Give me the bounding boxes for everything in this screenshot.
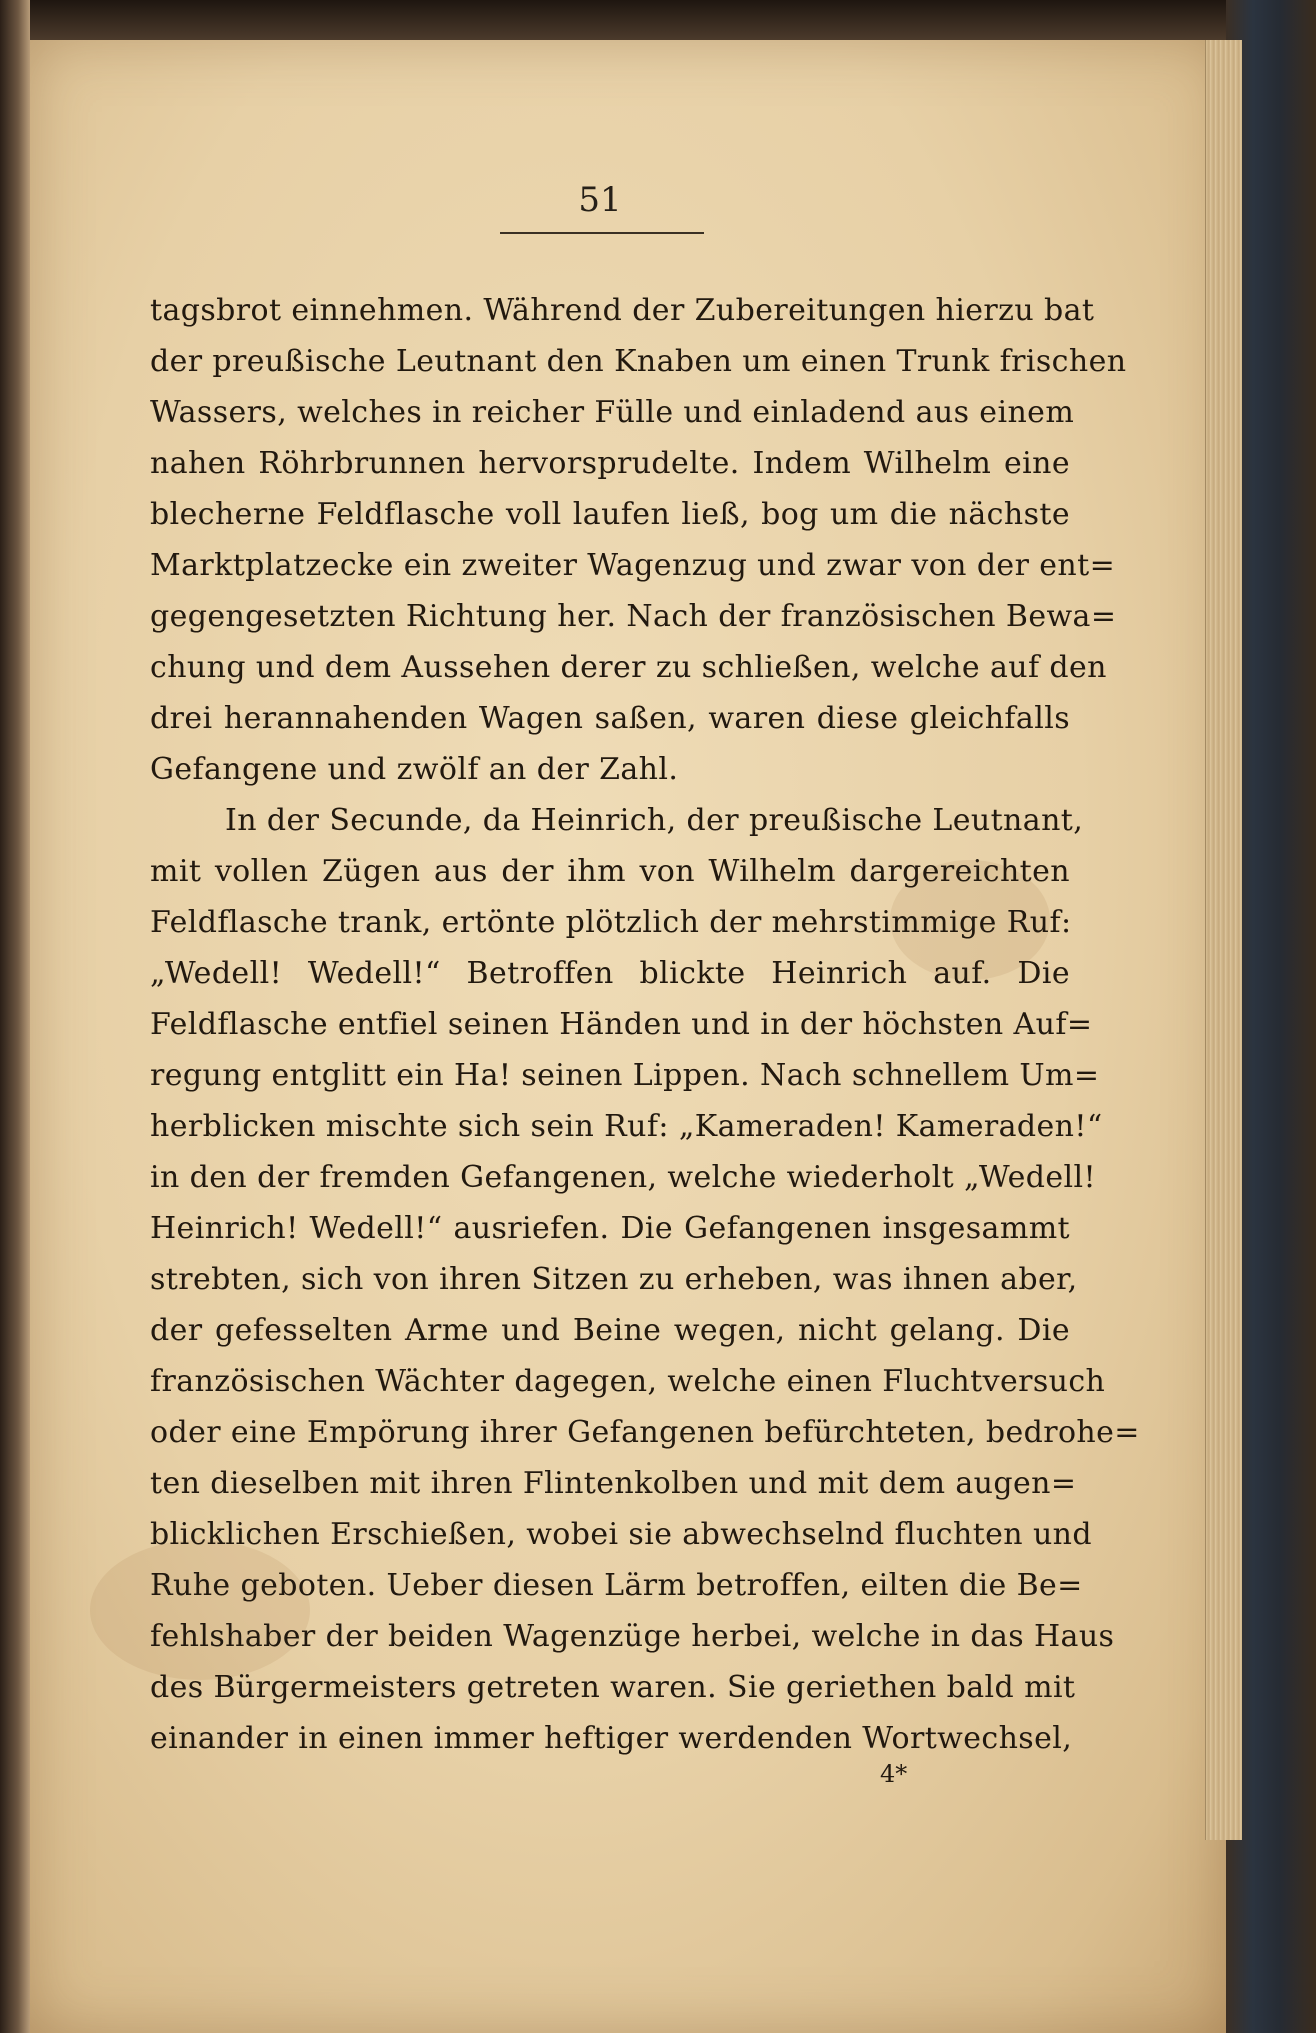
- page-edges: [1205, 40, 1242, 1840]
- book-binding-top: [0, 0, 1316, 40]
- text-line: drei herannahenden Wagen saßen, waren diese gleichfalls: [150, 701, 1070, 736]
- text-line: herblicken mischte sich sein Ruf: „Kameraden! Kameraden!“: [150, 1109, 1103, 1144]
- page-number: 51: [578, 180, 622, 220]
- book-gutter: [0, 0, 30, 2033]
- text-line: nahen Röhrbrunnen hervorsprudelte. Indem Wilhelm eine: [150, 446, 1070, 481]
- body-text: [150, 285, 1140, 1764]
- text-line: der preußische Leutnant den Knaben um einen Trunk frischen: [150, 344, 1127, 379]
- text-line: Wassers, welches in reicher Fülle und einladend aus einem: [150, 395, 1075, 430]
- text-line: strebten, sich von ihren Sitzen zu erheben, was ihnen aber,: [150, 1262, 1078, 1297]
- text-line: tagsbrot einnehmen. Während der Zubereitungen hierzu bat: [150, 293, 1095, 328]
- text-line: in den der fremden Gefangenen, welche wiederholt „Wedell!: [150, 1160, 1096, 1195]
- text-line: regung entglitt ein Ha! seinen Lippen. Nach schnellem Um=: [150, 1058, 1100, 1093]
- text-line: „Wedell! Wedell!“ Betroffen blickte Heinrich auf. Die: [150, 956, 1070, 991]
- text-line: Feldflasche entfiel seinen Händen und in der höchsten Auf=: [150, 1007, 1093, 1042]
- paragraph-end-line: Gefangene und zwölf an der Zahl.: [150, 752, 679, 787]
- text-line: gegengesetzten Richtung her. Nach der französischen Bewa=: [150, 599, 1117, 634]
- text-line: Heinrich! Wedell!“ ausriefen. Die Gefangenen insgesammt: [150, 1211, 1070, 1246]
- text-line: Marktplatzecke ein zweiter Wagenzug und zwar von der ent=: [150, 548, 1116, 583]
- signature-mark: 4*: [880, 1760, 908, 1788]
- text-line: mit vollen Zügen aus der ihm von Wilhelm dargereichten: [150, 854, 1070, 889]
- text-line: chung und dem Aussehen derer zu schließen, welche auf den: [150, 650, 1107, 685]
- text-line: oder eine Empörung ihrer Gefangenen befürchteten, bedrohe=: [150, 1415, 1140, 1450]
- header-rule: [500, 232, 704, 234]
- text-line: Feldflasche trank, ertönte plötzlich der mehrstimmige Ruf:: [150, 905, 1072, 940]
- text-line: fehlshaber der beiden Wagenzüge herbei, welche in das Haus: [150, 1619, 1115, 1654]
- text-line: der gefesselten Arme und Beine wegen, nicht gelang. Die: [150, 1313, 1070, 1348]
- text-line: des Bürgermeisters getreten waren. Sie geriethen bald mit: [150, 1670, 1076, 1705]
- text-line: einander in einen immer heftiger werdenden Wortwechsel,: [150, 1721, 1073, 1756]
- paragraph-start-line: In der Secunde, da Heinrich, der preußische Leutnant,: [225, 803, 1084, 838]
- text-line: französischen Wächter dagegen, welche einen Fluchtversuch: [150, 1364, 1106, 1399]
- text-line: ten dieselben mit ihren Flintenkolben und mit dem augen=: [150, 1466, 1077, 1501]
- text-line: blicklichen Erschießen, wobei sie abwechselnd fluchten und: [150, 1517, 1093, 1552]
- text-line: Ruhe geboten. Ueber diesen Lärm betroffen, eilten die Be=: [150, 1568, 1083, 1603]
- text-line: blecherne Feldflasche voll laufen ließ, bog um die nächste: [150, 497, 1070, 532]
